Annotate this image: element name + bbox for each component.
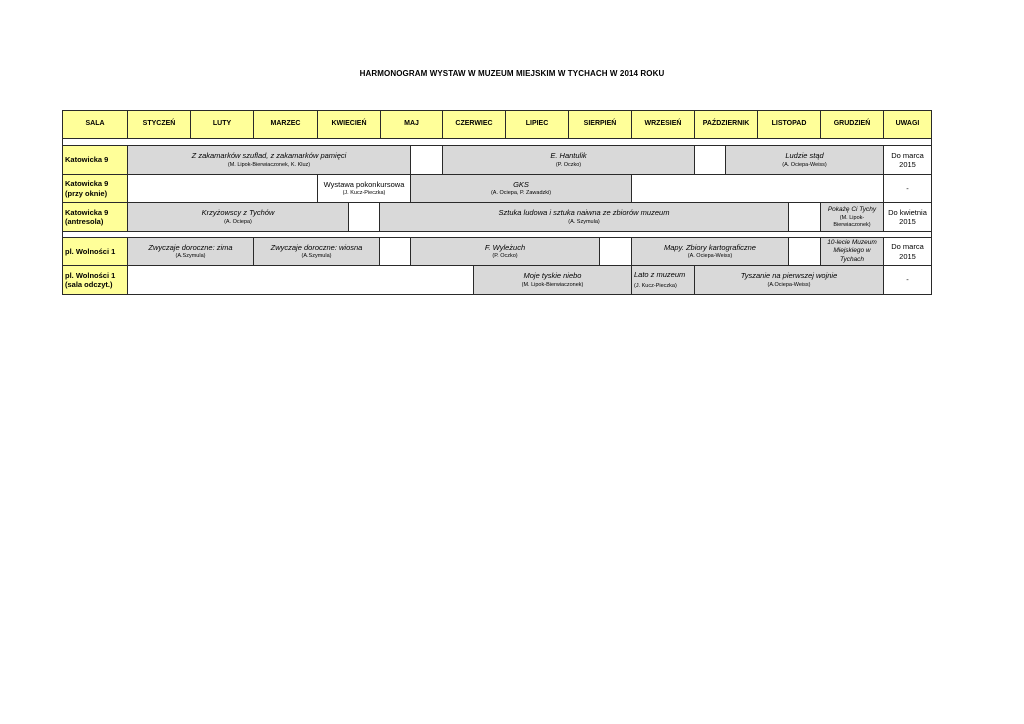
- exhibition-cell: [820, 202, 884, 232]
- exhibition-title: GKS: [513, 179, 529, 189]
- exhibition-cell: [820, 237, 884, 266]
- empty-cell: [127, 174, 318, 203]
- remarks-cell: Do marca 2015: [883, 145, 932, 175]
- exhibition-cell: [127, 202, 349, 232]
- exhibition-author: (P. Oczko): [492, 253, 518, 260]
- empty-cell: [410, 145, 443, 175]
- exhibition-cell: [631, 237, 789, 266]
- empty-cell: [599, 237, 632, 266]
- room-label: Katowicka 9 (antresola): [62, 202, 128, 232]
- exhibition-cell: [473, 265, 632, 295]
- empty-cell: [788, 237, 821, 266]
- exhibition-cell: [127, 237, 254, 266]
- exhibition-cell: [317, 174, 411, 203]
- exhibition-title: Krzyżowscy z Tychów: [201, 208, 275, 218]
- remarks-cell: Do marca 2015: [883, 237, 932, 266]
- exhibition-author: (A. Ociepa-Weiss): [782, 161, 827, 168]
- empty-cell: [694, 145, 726, 175]
- room-label: Katowicka 9 (przy oknie): [62, 174, 128, 203]
- exhibition-cell: [410, 174, 632, 203]
- exhibition-cell: [694, 265, 884, 295]
- exhibition-title: Lato z muzeum (J. Kucz-Pieczka): [634, 270, 686, 289]
- room-label: pl. Wolności 1 (sala odczyt.): [62, 265, 128, 295]
- exhibition-title: Mapy. Zbiory kartograficzne: [664, 242, 756, 252]
- exhibition-cell: [410, 237, 600, 266]
- column-header: GRUDZIEŃ: [820, 110, 884, 139]
- empty-cell: [379, 237, 411, 266]
- exhibition-title: Z zakamarków szuflad, z zakamarków pamięci: [191, 151, 347, 161]
- column-header: SALA: [62, 110, 128, 139]
- remarks-cell: Do kwietnia 2015: [883, 202, 932, 232]
- exhibition-title: F. Wyleżuch: [484, 242, 526, 252]
- remarks-cell: -: [883, 174, 932, 203]
- exhibition-author: (A. Szymula): [568, 218, 600, 225]
- exhibition-title: Wystawa pokonkursowa: [323, 179, 405, 189]
- exhibition-author: (A.Szymula): [301, 253, 332, 260]
- exhibition-author: (A. Ociepa, P. Zawadzki): [490, 190, 552, 197]
- column-header: LIPIEC: [505, 110, 569, 139]
- column-header: SIERPIEŃ: [568, 110, 632, 139]
- page-title: HARMONOGRAM WYSTAW W MUZEUM MIEJSKIM W TYCHACH W 2014 ROKU: [359, 69, 665, 78]
- exhibition-title: Sztuka ludowa i sztuka naiwna ze zbiorów muzeum: [498, 208, 670, 218]
- column-header: MARZEC: [253, 110, 318, 139]
- exhibition-author: (A. Ociepa-Weiss): [687, 253, 733, 260]
- exhibition-title: 10-lecie Muzeum Miejskiego w Tychach: [827, 239, 877, 263]
- room-label: pl. Wolności 1: [62, 237, 128, 266]
- empty-cell: [788, 202, 821, 232]
- exhibition-author: (J. Kucz-Pieczka): [634, 282, 677, 289]
- empty-cell: [127, 265, 474, 295]
- exhibition-author: (P. Oczko): [555, 161, 582, 168]
- exhibition-title: Moje tyskie niebo: [523, 271, 582, 281]
- exhibition-title: Zwyczaje doroczne: wiosna: [270, 242, 363, 252]
- exhibition-title: Pokażę Ci Tychy: [827, 205, 877, 213]
- column-header: LUTY: [190, 110, 254, 139]
- exhibition-cell: [379, 202, 789, 232]
- column-header: UWAGI: [883, 110, 932, 139]
- exhibition-cell: [127, 145, 411, 175]
- exhibition-cell: [442, 145, 695, 175]
- exhibition-title: Ludzie stąd: [785, 151, 824, 161]
- exhibition-title: E. Hantulik: [550, 151, 587, 161]
- column-header: MAJ: [380, 110, 443, 139]
- column-header: STYCZEŃ: [127, 110, 191, 139]
- column-header: PAŹDZIERNIK: [694, 110, 758, 139]
- empty-cell: [631, 174, 884, 203]
- exhibition-author: (A. Ociepa): [224, 218, 252, 225]
- column-header: CZERWIEC: [442, 110, 506, 139]
- exhibition-author: (M. Lipok-Bierwiaczonek): [521, 281, 584, 288]
- exhibition-title: Zwyczaje doroczne: zima: [148, 242, 233, 252]
- exhibition-title: Tyszanie na pierwszej wojnie: [740, 271, 838, 281]
- column-header: WRZESIEŃ: [631, 110, 695, 139]
- exhibition-author: (M. Lipok-Bierwiaczonek, K. Kluz): [227, 161, 311, 168]
- column-header: LISTOPAD: [757, 110, 821, 139]
- column-header: KWIECIEŃ: [317, 110, 381, 139]
- remarks-cell: -: [883, 265, 932, 295]
- empty-cell: [348, 202, 380, 232]
- room-label: Katowicka 9: [62, 145, 128, 175]
- exhibition-cell: [253, 237, 380, 266]
- exhibition-cell: [725, 145, 884, 175]
- exhibition-author: (A.Szymula): [175, 253, 206, 260]
- exhibition-author: (J. Kucz-Pieczka): [342, 190, 386, 197]
- exhibition-cell: [631, 265, 695, 295]
- exhibition-author: (M. Lipok-Bierwiaczonek): [833, 214, 871, 228]
- exhibition-author: (A.Ociepa-Weiss): [767, 281, 811, 288]
